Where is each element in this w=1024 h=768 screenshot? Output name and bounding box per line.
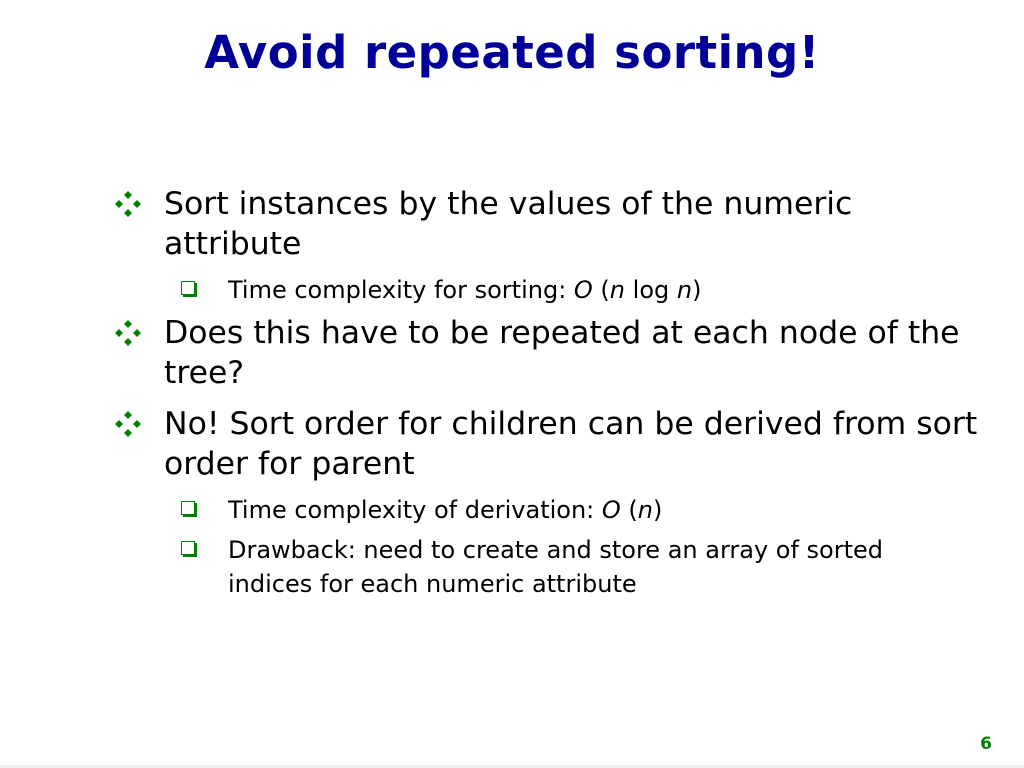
page-number: 6 (980, 734, 992, 754)
bullet-text: No! Sort order for children can be derived from sort order for parent (164, 406, 978, 482)
bullet-text: Does this have to be repeated at each node of the tree? (164, 315, 960, 391)
shadowed-square-bullet-icon (181, 541, 195, 555)
bullet-text: Sort instances by the values of the numeric attribute (164, 186, 853, 262)
sub-bullet-item (110, 533, 1008, 601)
sub-bullet-item (110, 273, 990, 307)
sub-bullet-item (110, 493, 990, 527)
bullet-item (110, 404, 990, 484)
sub-bullet-text: Drawback: need to create and store an array of sorted indices for each numeric attribute (228, 536, 884, 598)
shadowed-square-bullet-icon (181, 501, 195, 515)
bullet-item (110, 313, 990, 393)
four-diamond-bullet-icon (114, 319, 142, 347)
sub-bullet-text: Time complexity for sorting: O (n log n) (228, 276, 702, 304)
shadowed-square-bullet-icon (181, 281, 195, 295)
four-diamond-bullet-icon (114, 410, 142, 438)
four-diamond-bullet-icon (114, 190, 142, 218)
sub-bullet-text: Time complexity of derivation: O (n) (228, 496, 663, 524)
bullet-item (110, 184, 990, 264)
bullet-list (110, 184, 990, 607)
slide-title: Avoid repeated sorting! (204, 26, 820, 79)
